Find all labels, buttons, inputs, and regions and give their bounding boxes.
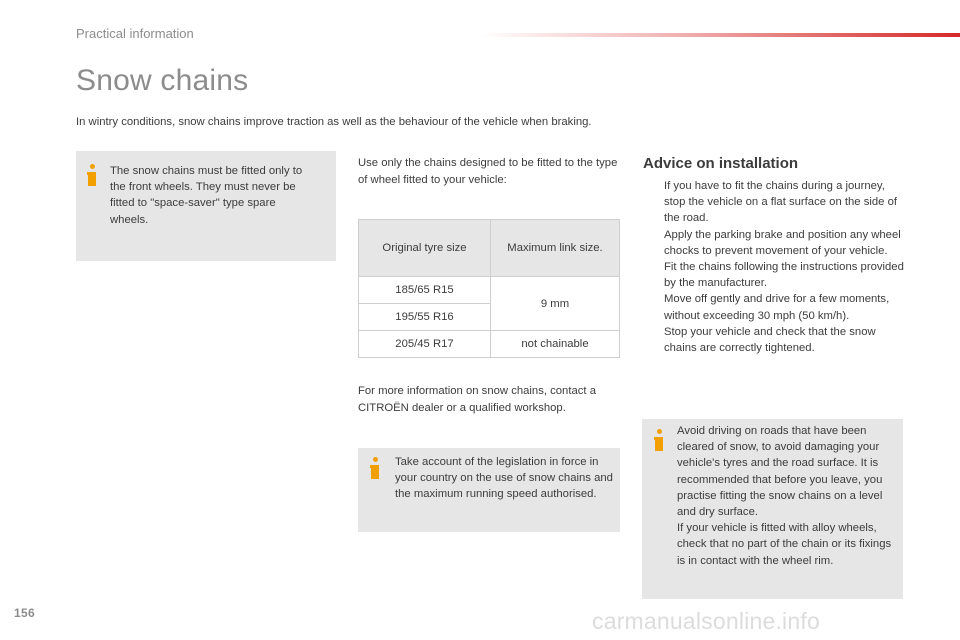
info-text-legislation: Take account of the legislation in force in your country on the use of snow chains and the maximum running speed authorised. <box>395 456 613 501</box>
list-item <box>643 291 905 323</box>
advice-list <box>643 178 905 356</box>
info-icon <box>87 164 97 188</box>
table-row <box>359 277 620 304</box>
info-text-front-wheels: The snow chains must be fitted only to the front wheels. They must never be fitted to "space-saver" type spare wheels. <box>110 165 303 226</box>
advice-heading: Advice on installation <box>643 155 799 172</box>
table-header-row <box>359 220 620 277</box>
table-cell-link-size: 9 mm <box>491 277 620 331</box>
snow-chain-size-table <box>358 219 620 358</box>
use-only-paragraph: Use only the chains designed to be fitted to the type of wheel fitted to your vehicle: <box>358 157 618 186</box>
header-accent-rule <box>480 33 960 37</box>
table-cell-tyre-size: 185/65 R15 <box>359 277 491 304</box>
info-box-legislation <box>358 448 620 532</box>
table-cell-tyre-size: 195/55 R16 <box>359 304 491 331</box>
list-item-text: If you have to fit the chains during a journey, stop the vehicle on a flat surface on the side of the road. <box>664 180 897 225</box>
table-header-cell: Maximum link size. <box>491 220 620 277</box>
page-title: Snow chains <box>76 64 249 97</box>
list-item-text: Stop your vehicle and check that the snow chains are correctly tightened. <box>664 325 876 355</box>
table-cell-link-size: not chainable <box>491 331 620 358</box>
table-header-cell: Original tyre size <box>359 220 491 277</box>
list-item-text: Apply the parking brake and position any wheel chocks to prevent movement of your vehicle. <box>664 228 901 257</box>
page-number: 156 <box>14 606 35 620</box>
table-row <box>359 331 620 358</box>
list-item <box>643 259 905 291</box>
section-header: Practical information <box>76 26 194 41</box>
more-info-paragraph: For more information on snow chains, contact a CITROËN dealer or a qualified workshop. <box>358 385 596 414</box>
list-item-text: Move off gently and drive for a few moments, without exceeding 30 mph (50 km/h). <box>664 293 890 322</box>
list-item <box>643 178 905 227</box>
table-cell-tyre-size: 205/45 R17 <box>359 331 491 358</box>
info-icon <box>654 429 664 453</box>
info-paragraph: If your vehicle is fitted with alloy wheels, check that no part of the chain or its fixings is in contact with the wheel rim. <box>677 522 892 567</box>
list-item-text: Fit the chains following the instructions provided by the manufacturer. <box>664 261 904 290</box>
info-box-avoid-cleared-roads <box>642 419 903 599</box>
list-item <box>643 227 905 259</box>
info-paragraph: Avoid driving on roads that have been cleared of snow, to avoid damaging your vehicle's tyres and the road surface. It is recommended that before you leave, you practise fitting the snow chains on a level and dry surface. <box>677 425 883 519</box>
watermark: carmanualsonline.info <box>592 608 820 634</box>
intro-paragraph: In wintry conditions, snow chains improve traction as well as the behaviour of the vehicle when braking. <box>76 116 592 128</box>
info-box-front-wheels <box>76 151 336 261</box>
info-icon <box>370 457 380 481</box>
list-item <box>643 324 905 356</box>
info-text-avoid-cleared-roads <box>677 423 899 569</box>
